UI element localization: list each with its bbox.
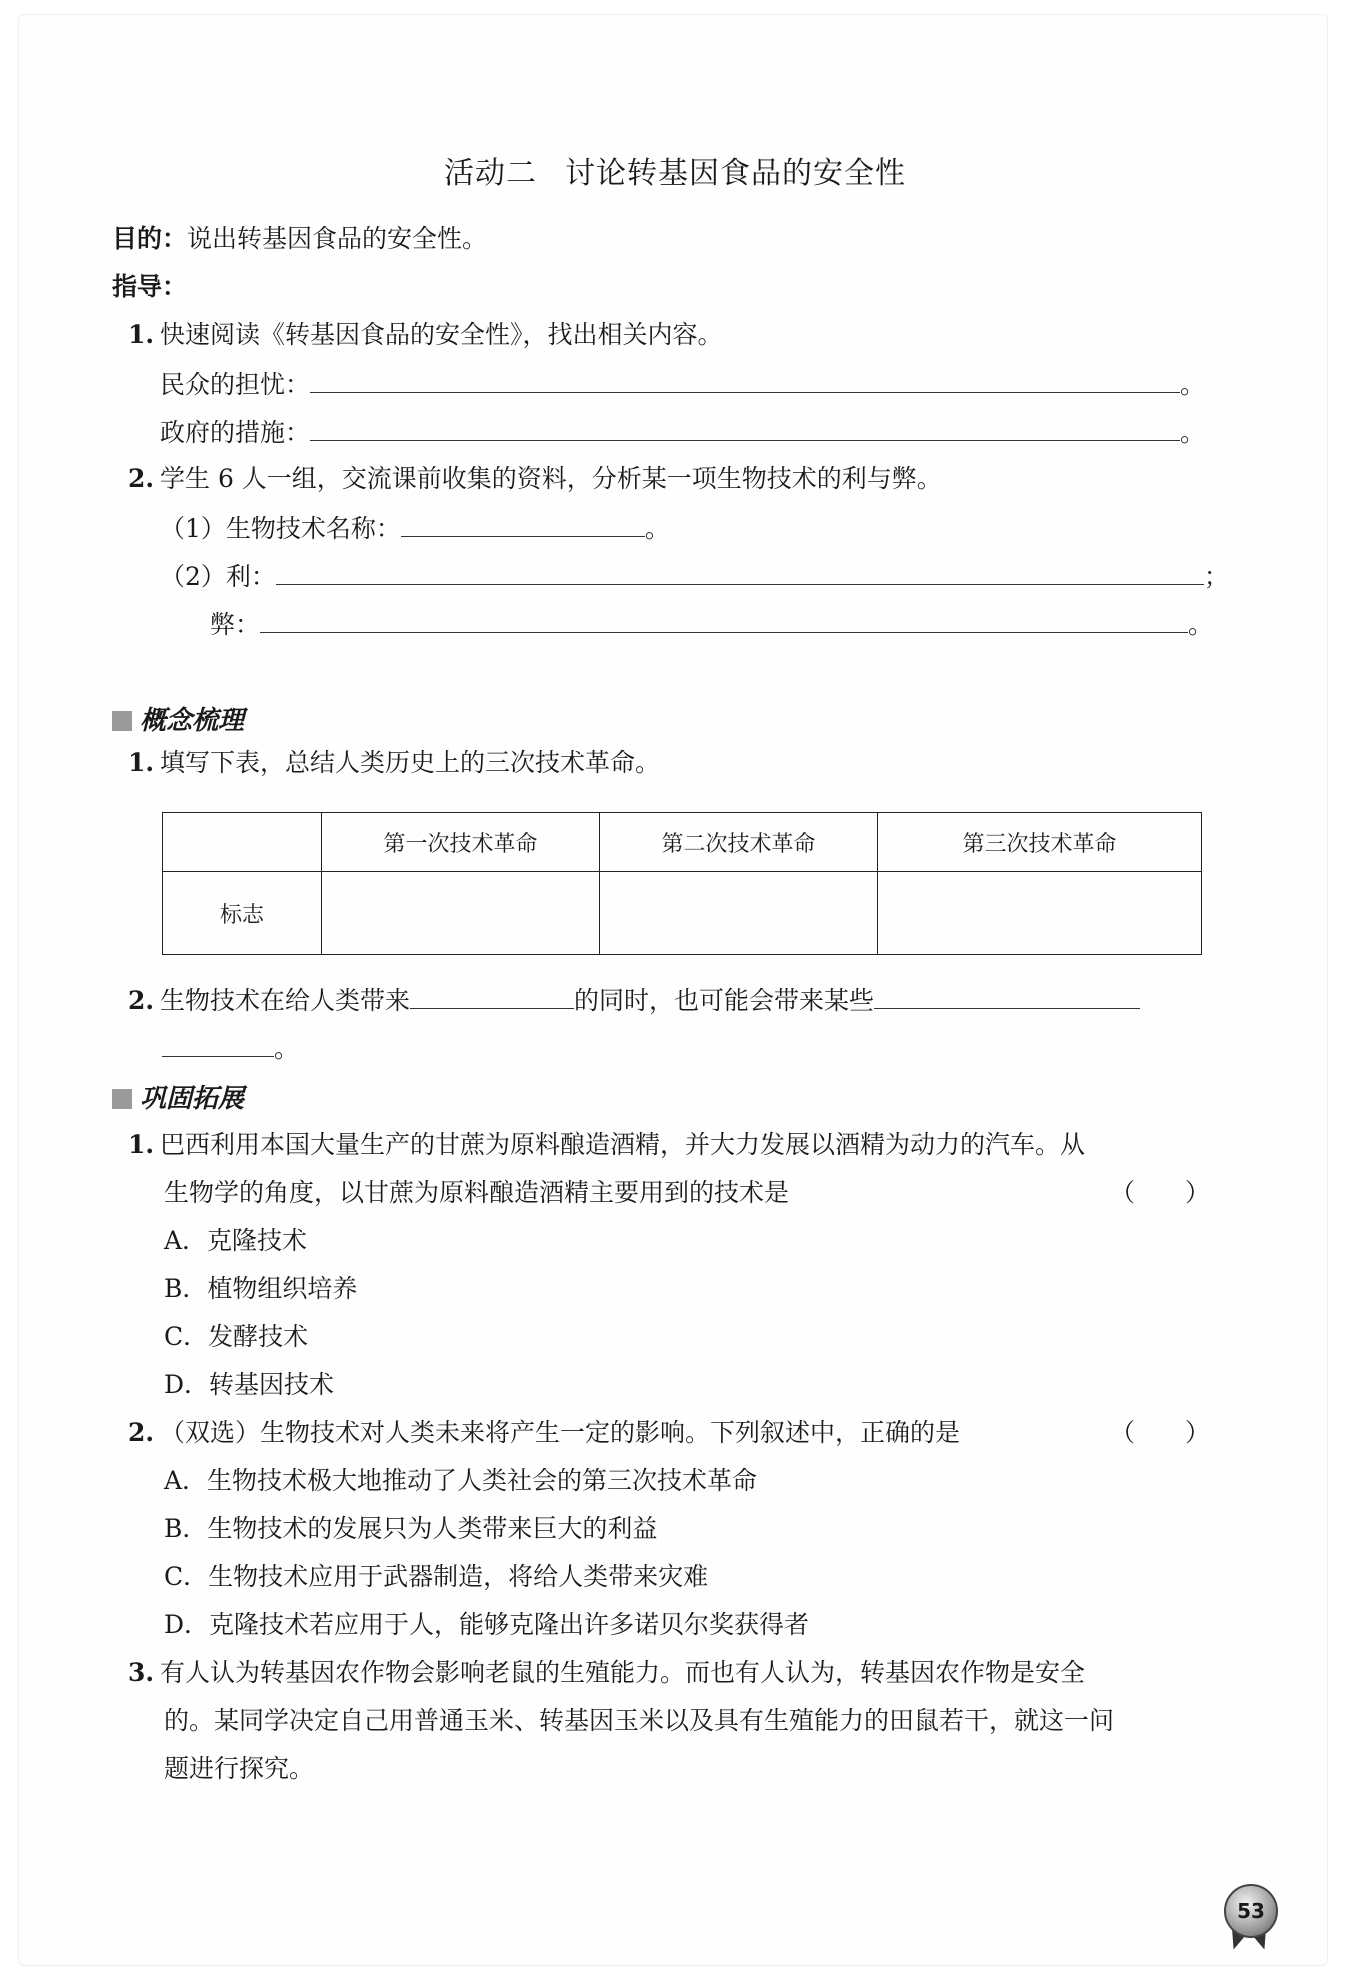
fill-label: 弊： xyxy=(210,610,261,639)
option-b[interactable]: B．植物组织培养 xyxy=(164,1274,358,1303)
fill-end: 。 xyxy=(274,1034,300,1063)
answer-blank[interactable] xyxy=(276,558,1204,585)
fill-label: 民众的担忧： xyxy=(160,370,311,399)
section-title: 概念梳理 xyxy=(140,706,245,736)
exercise-1-line1 xyxy=(128,1128,1085,1162)
section-square-icon xyxy=(112,1089,132,1109)
public-concern-line xyxy=(160,366,1205,402)
question-text: 快速阅读《转基因食品的安全性》，找出相关内容。 xyxy=(160,320,723,349)
table-answer-cell[interactable] xyxy=(600,872,878,955)
purpose-line xyxy=(112,222,487,256)
question-number: 1. xyxy=(128,320,155,349)
question-text-part2: 的同时，也可能会带来某些 xyxy=(574,986,875,1015)
option-c[interactable]: C．发酵技术 xyxy=(164,1322,309,1351)
fill-end: 。 xyxy=(1180,418,1206,447)
table-header-cell: 第三次技术革命 xyxy=(878,813,1202,872)
table-answer-cell[interactable] xyxy=(322,872,600,955)
fill-end: 。 xyxy=(1188,610,1214,639)
section-title: 巩固拓展 xyxy=(140,1084,245,1114)
question-text: 填写下表，总结人类历史上的三次技术革命。 xyxy=(160,748,661,777)
guide-question-2 xyxy=(128,462,942,496)
answer-blank[interactable] xyxy=(401,510,645,537)
fill-end: 。 xyxy=(644,514,670,543)
question-number: 2. xyxy=(128,464,155,493)
government-measures-line xyxy=(160,414,1205,450)
answer-parentheses[interactable]: （ ） xyxy=(1110,1418,1211,1447)
table-row-label: 标志 xyxy=(163,872,322,955)
purpose-text: 说出转基因食品的安全性。 xyxy=(187,224,488,253)
section-heading-consolidation xyxy=(112,1078,244,1115)
fill-end: ； xyxy=(1203,562,1229,591)
table-answer-cell[interactable] xyxy=(878,872,1202,955)
activity-title xyxy=(0,148,1350,192)
fill-end: 。 xyxy=(1180,370,1206,399)
exercise-3-line1 xyxy=(128,1656,1085,1690)
purpose-label: 目的： xyxy=(112,224,188,253)
answer-parentheses[interactable]: （ ） xyxy=(1110,1178,1211,1207)
concept-question-2 xyxy=(128,982,1140,1018)
advantage-line xyxy=(160,558,1229,594)
guide-question-1 xyxy=(128,318,723,352)
table-header-row xyxy=(163,813,1202,872)
disadvantage-line xyxy=(210,606,1213,642)
fill-label: （1）生物技术名称： xyxy=(160,514,401,543)
option-b[interactable]: B．生物技术的发展只为人类带来巨大的利益 xyxy=(164,1514,658,1543)
answer-blank[interactable] xyxy=(310,366,1180,393)
title-activity-topic: 讨论转基因食品的安全性 xyxy=(565,156,906,191)
question-text: 学生 6 人一组，交流课前收集的资料，分析某一项生物技术的利与弊。 xyxy=(160,464,942,493)
question-text: 巴西利用本国大量生产的甘蔗为原料酿造酒精，并大力发展以酒精为动力的汽车。从 xyxy=(160,1130,1086,1159)
option-a[interactable]: A．生物技术极大地推动了人类社会的第三次技术革命 xyxy=(164,1466,758,1495)
question-text: （双选）生物技术对人类未来将产生一定的影响。下列叙述中，正确的是 xyxy=(160,1418,961,1447)
concept-question-1 xyxy=(128,746,660,780)
question-number: 1. xyxy=(128,748,155,777)
tech-revolution-table xyxy=(162,812,1202,955)
exercise-2-line1 xyxy=(128,1416,960,1450)
exercise-3-line2: 的。某同学决定自己用普通玉米、转基因玉米以及具有生殖能力的田鼠若干，就这一问 xyxy=(164,1706,1115,1735)
section-square-icon xyxy=(112,711,132,731)
option-d[interactable]: D．克隆技术若应用于人，能够克隆出许多诺贝尔奖获得者 xyxy=(164,1610,810,1639)
exercise-1-line2: 生物学的角度，以甘蔗为原料酿造酒精主要用到的技术是 xyxy=(164,1178,790,1207)
fill-label: （2）利： xyxy=(160,562,276,591)
guide-label: 指导： xyxy=(112,272,188,301)
option-d[interactable]: D．转基因技术 xyxy=(164,1370,335,1399)
option-c[interactable]: C．生物技术应用于武器制造，将给人类带来灾难 xyxy=(164,1562,709,1591)
question-number: 3. xyxy=(128,1658,155,1687)
question-number: 1. xyxy=(128,1130,155,1159)
section-heading-concepts xyxy=(112,700,244,737)
page-number-badge: 53 xyxy=(1224,1884,1278,1938)
concept-question-2-continued xyxy=(162,1030,299,1066)
answer-blank[interactable] xyxy=(874,982,1140,1009)
option-a[interactable]: A．克隆技术 xyxy=(164,1226,308,1255)
answer-blank[interactable] xyxy=(162,1030,274,1057)
fill-label: 政府的措施： xyxy=(160,418,311,447)
table-header-cell: 第二次技术革命 xyxy=(600,813,878,872)
question-number: 2. xyxy=(128,986,155,1015)
answer-blank[interactable] xyxy=(310,414,1180,441)
answer-blank[interactable] xyxy=(260,606,1188,633)
table-row xyxy=(163,872,1202,955)
tech-name-line xyxy=(160,510,670,546)
table-header-cell: 第一次技术革命 xyxy=(322,813,600,872)
exercise-3-line3: 题进行探究。 xyxy=(164,1754,315,1783)
answer-blank[interactable] xyxy=(410,982,574,1009)
question-text: 有人认为转基因农作物会影响老鼠的生殖能力。而也有人认为，转基因农作物是安全 xyxy=(160,1658,1086,1687)
question-text-part1: 生物技术在给人类带来 xyxy=(160,986,411,1015)
table-header-cell xyxy=(163,813,322,872)
question-number: 2. xyxy=(128,1418,155,1447)
title-activity-number: 活动二 xyxy=(444,156,537,191)
